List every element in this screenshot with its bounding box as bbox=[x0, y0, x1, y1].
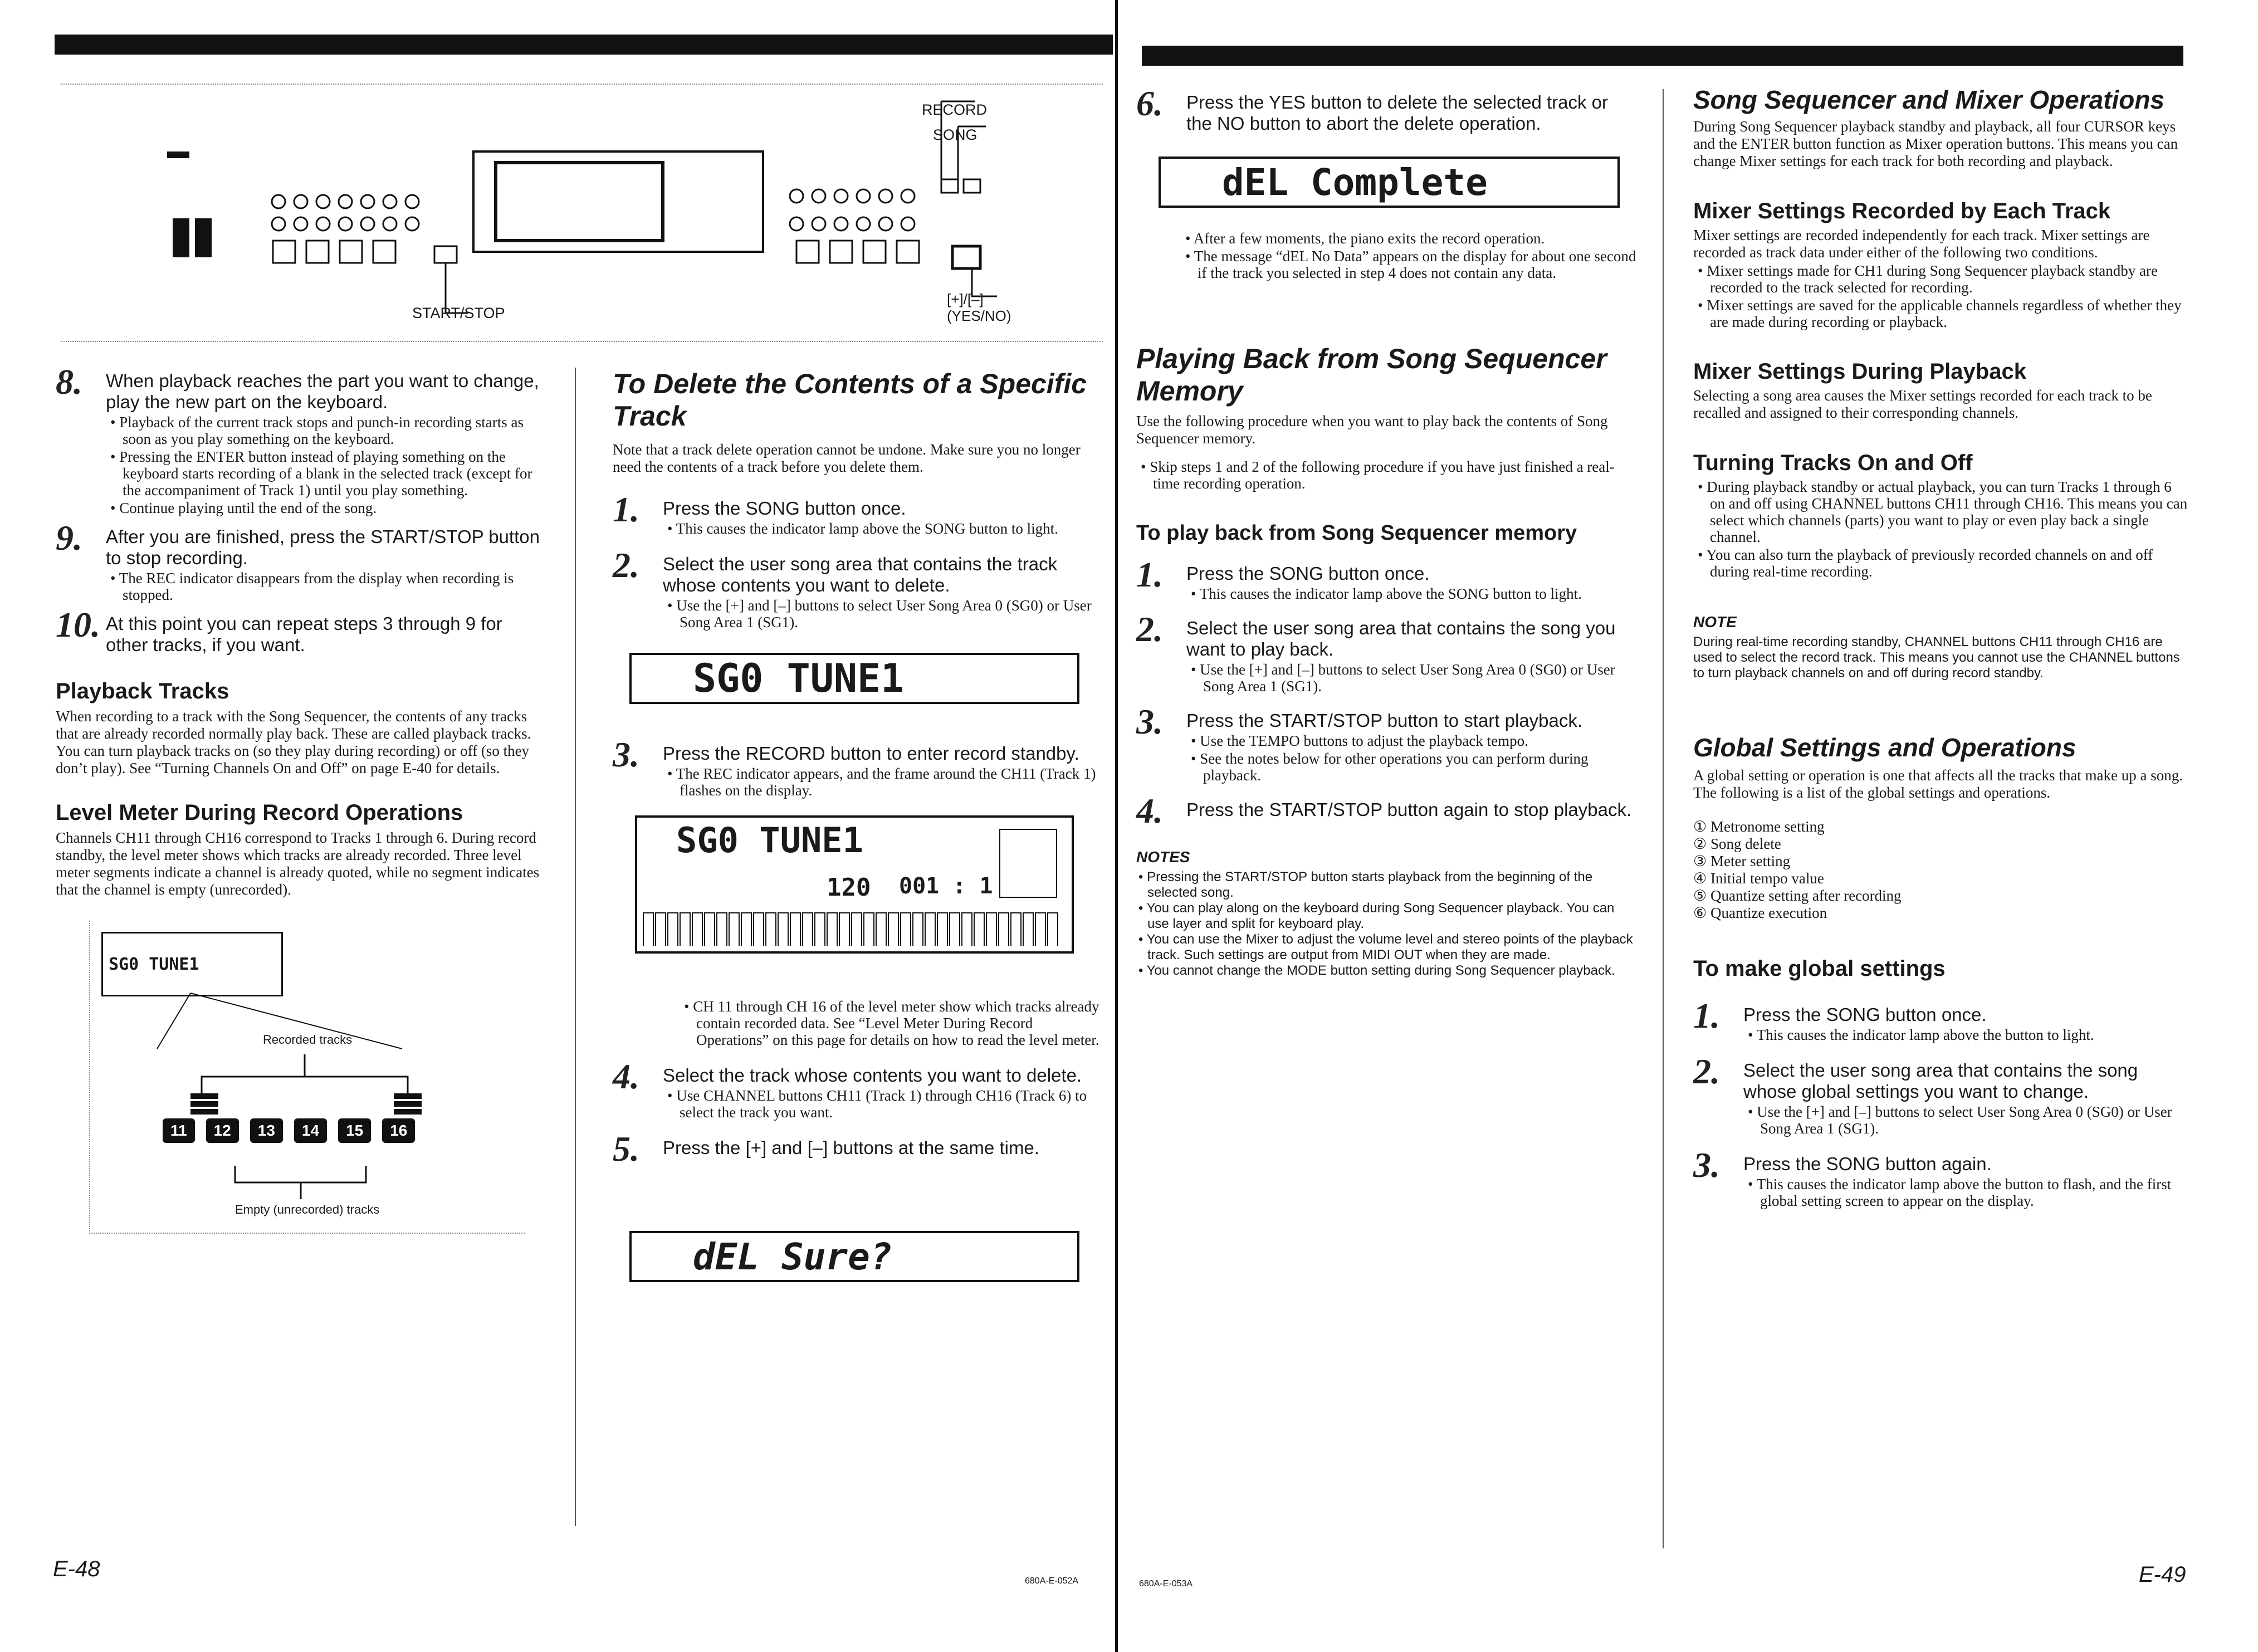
mixer-recorded-body: Mixer settings are recorded independently for each track. Mixer settings are recorded as track data under either of the following two conditions. bbox=[1693, 227, 2150, 261]
right-column-2 bbox=[1693, 84, 2189, 1219]
yes-no-label: (YES/NO) bbox=[947, 307, 1011, 324]
page-number-left: E-48 bbox=[53, 1557, 100, 1581]
global-step-3: 3. Press the SONG button again. • This causes the indicator lamp above the button to flash, and the first global setting screen to appear on the display. bbox=[1693, 1145, 2172, 1209]
mixer-recorded-bullet: • Mixer settings made for CH1 during Song Sequencer playback standby are recorded to the track selected for recording. bbox=[1698, 262, 2158, 296]
play-step-3: 3. Press the START/STOP button to start playback. • Use the TEMPO buttons to adjust the playback tempo. • See the notes below for other operations you can perform during playback. bbox=[1136, 702, 1589, 784]
note-item: • You cannot change the MODE button setting during Song Sequencer playback. bbox=[1138, 963, 1615, 978]
left-column-divider bbox=[575, 368, 576, 1526]
left-header-bar bbox=[55, 35, 1113, 55]
right-header-bar bbox=[1142, 46, 2183, 66]
playing-back-intro: Use the following procedure when you want to play back the contents of Song Sequencer memory. bbox=[1136, 413, 1608, 447]
global-list-item: ③ Meter setting bbox=[1693, 853, 1791, 869]
lcd-del-sure: dEL Sure? bbox=[629, 1231, 1079, 1282]
play-back-subheading: To play back from Song Sequencer memory bbox=[1136, 521, 1577, 545]
global-list-item: ⑥ Quantize execution bbox=[1693, 905, 1827, 921]
channel-badge: 12 bbox=[206, 1118, 239, 1143]
level-meter-lcd: SG0 TUNE1 bbox=[101, 932, 283, 996]
turning-tracks-bullet: • You can also turn the playback of previously recorded channels on and off during real-time recording. bbox=[1698, 546, 2153, 580]
lcd-del-complete: dEL Complete bbox=[1159, 157, 1620, 208]
delete-step-4: 4. Select the track whose contents you want to delete. • Use CHANNEL buttons CH11 (Track 1) through CH16 (Track 6) to select the track you want. bbox=[613, 1057, 1087, 1121]
mixer-recorded-bullet: • Mixer settings are saved for the applicable channels regardless of whether they are made during recording or playback. bbox=[1698, 297, 2182, 330]
left-column-1 bbox=[56, 362, 546, 1234]
play-step-2: 2. Select the user song area that contains the song you want to play back. • Use the [+] and [–] buttons to select User Song Area 0 (SG0) or User Song Area 1 (SG1). bbox=[1136, 609, 1616, 695]
song-label: SONG bbox=[933, 126, 978, 143]
channel-badge: 14 bbox=[294, 1118, 327, 1143]
global-settings-body: A global setting or operation is one that affects all the tracks that make up a song. The following is a list of the global settings and operations. bbox=[1693, 767, 2183, 801]
step-9: 9. After you are finished, press the START/STOP button to stop recording. • The REC indicator disappears from the display when recording is stopped. bbox=[56, 526, 546, 603]
note-item: • You can play along on the keyboard during Song Sequencer playback. You can use layer and split for keyboard play. bbox=[1138, 901, 1615, 931]
step-8-bullet: • Continue playing until the end of the song. bbox=[110, 500, 377, 516]
lcd-keyboard bbox=[643, 912, 1060, 946]
global-settings-heading: Global Settings and Operations bbox=[1693, 733, 2076, 762]
channel-badge: 16 bbox=[382, 1118, 415, 1143]
step-10: 10. At this point you can repeat steps 3 through 9 for other tracks, if you want. bbox=[56, 605, 502, 655]
left-column-2 bbox=[613, 368, 1103, 1282]
step-8-bullet: • Playback of the current track stops and punch-in recording starts as soon as you play something on the keyboard. bbox=[110, 414, 524, 447]
channel-badges bbox=[163, 1118, 415, 1143]
delete-step-5: 5. Press the [+] and [–] buttons at the same time. bbox=[613, 1129, 1039, 1169]
global-list-item: ② Song delete bbox=[1693, 835, 1781, 852]
mixer-playback-body: Selecting a song area causes the Mixer settings recorded for each track to be recalled and assigned to their corresponding channels. bbox=[1693, 387, 2152, 421]
global-settings-list bbox=[1693, 818, 2189, 922]
lcd-song-area: SG0 TUNE1 bbox=[629, 653, 1079, 704]
notes-heading: NOTES bbox=[1136, 848, 1190, 866]
note-body: During real-time recording standby, CHANNEL buttons CH11 through CH16 are used to select the record track. This means you cannot use the CHANNEL buttons to turn playback channels on and off during record standby. bbox=[1693, 634, 2180, 681]
lcd-measure: 001 : 1 bbox=[899, 873, 993, 899]
delete-step-1: 1. Press the SONG button once. • This causes the indicator lamp above the SONG button to light. bbox=[613, 490, 1058, 537]
mixer-recorded-heading: Mixer Settings Recorded by Each Track bbox=[1693, 199, 2111, 223]
delete-step-2: 2. Select the user song area that contains the track whose contents you want to delete. • Use the [+] and [–] buttons to select User Song Area 0 (SG0) or User Song Area 1 (SG1). bbox=[613, 545, 1092, 631]
global-step-1: 1. Press the SONG button once. • This causes the indicator lamp above the button to light. bbox=[1693, 996, 2094, 1043]
song-seq-mixer-body: During Song Sequencer playback standby and playback, all four CURSOR keys and the ENTER button function as Mixer operation buttons. This means you can change Mixer settings for each track for both recording and playback. bbox=[1693, 118, 2178, 169]
mixer-playback-heading: Mixer Settings During Playback bbox=[1693, 359, 2026, 384]
delete-step-3: 3. Press the RECORD button to enter record standby. • The REC indicator appears, and the frame around the CH11 (Track 1) flashes on the display. bbox=[613, 735, 1096, 799]
lcd-song-name: SG0 TUNE1 bbox=[676, 820, 863, 861]
level-meter-heading: Level Meter During Record Operations bbox=[56, 800, 463, 825]
global-list-item: ① Metronome setting bbox=[1693, 818, 1825, 835]
note-heading: NOTE bbox=[1693, 613, 1737, 631]
right-column-1 bbox=[1136, 84, 1638, 979]
empty-tracks-label: Empty (unrecorded) tracks bbox=[235, 1203, 380, 1216]
playing-back-bullet: • Skip steps 1 and 2 of the following procedure if you have just finished a real-time recording operation. bbox=[1141, 458, 1615, 492]
control-panel-illustration bbox=[61, 84, 1103, 342]
page-number-right: E-49 bbox=[2139, 1562, 2186, 1587]
lcd-record-standby bbox=[635, 815, 1074, 954]
playback-tracks-heading: Playback Tracks bbox=[56, 679, 229, 703]
recorded-tracks-label: Recorded tracks bbox=[263, 1033, 353, 1047]
step-9-bullet: • The REC indicator disappears from the display when recording is stopped. bbox=[110, 570, 514, 603]
turning-tracks-heading: Turning Tracks On and Off bbox=[1693, 451, 1973, 475]
complete-bullets: • After a few moments, the piano exits the record operation. • The message “dEL No Data” appears on the display for about one second if the track you selected in step 4 does not contain any data. bbox=[1185, 230, 1636, 281]
level-meter-diagram bbox=[90, 921, 525, 1233]
plus-minus-label: [+]/[–] bbox=[947, 291, 984, 307]
play-step-1: 1. Press the SONG button once. • This causes the indicator lamp above the SONG button to light. bbox=[1136, 555, 1582, 602]
center-fold-line bbox=[1115, 0, 1118, 1652]
delete-track-heading: To Delete the Contents of a Specific Track bbox=[613, 368, 1087, 432]
turning-tracks-bullet: • During playback standby or actual playback, you can turn Tracks 1 through 6 on and off using CHANNEL buttons CH11 through CH16. This means you can select which channels (parts) you want to play or even play back a single channel. bbox=[1698, 478, 2188, 545]
right-column-divider bbox=[1663, 89, 1664, 1548]
step-8: 8. When playback reaches the part you want to change, play the new part on the keyboard. • Playback of the current track stops and punch-in recording starts as soon as you play something on the keyboard. • Pressing the ENTER button instead of playing something on the keyboard starts recording of a blank in the selected track (except for the accompaniment of Track 1) until you play something. • Continue playing until the end of the song. bbox=[56, 370, 546, 516]
delete-track-intro: Note that a track delete operation cannot be undone. Make sure you no longer need the contents of a track before you delete them. bbox=[613, 441, 1081, 475]
channel-badge: 11 bbox=[163, 1118, 195, 1143]
playing-back-heading: Playing Back from Song Sequencer Memory bbox=[1136, 343, 1607, 407]
level-meter-note: • CH 11 through CH 16 of the level meter show which tracks already contain recorded data. See “Level Meter During Record Operations” on this page for details on how to read the level meter. bbox=[684, 998, 1099, 1048]
channel-badge: 15 bbox=[338, 1118, 371, 1143]
notes-list bbox=[1136, 869, 1638, 979]
channel-badge: 13 bbox=[250, 1118, 283, 1143]
level-meter-body: Channels CH11 through CH16 correspond to Tracks 1 through 6. During record standby, the level meter shows which tracks are already recorded. Three level meter segments indicate a channel is already quoted, while no segment indicates that the channel is empty (unrecorded). bbox=[56, 829, 540, 898]
global-list-item: ⑤ Quantize setting after recording bbox=[1693, 887, 1902, 904]
lcd-tempo: 120 bbox=[827, 873, 871, 902]
note-item: • You can use the Mixer to adjust the volume level and stereo points of the playback track. Such settings are output from MIDI OUT when they are made. bbox=[1138, 932, 1633, 962]
play-step-4: 4. Press the START/STOP button again to stop playback. bbox=[1136, 791, 1632, 830]
page-code-left: 680A-E-052A bbox=[1025, 1576, 1079, 1586]
level-meter-figure bbox=[89, 921, 525, 1234]
playback-tracks-body: When recording to a track with the Song Sequencer, the contents of any tracks that are already recorded normally play back. These are called playback tracks. You can turn playback tracks on (so they play during recording) or off (so they don’t play). See “Turning Channels On and Off” on page E-40 for details. bbox=[56, 708, 531, 776]
start-stop-label: START/STOP bbox=[412, 305, 505, 321]
make-global-subheading: To make global settings bbox=[1693, 956, 1946, 981]
lcd-staff bbox=[999, 829, 1057, 898]
step-8-bullet: • Pressing the ENTER button instead of playing something on the keyboard starts recording of a blank in the selected track (except for the accompaniment of Track 1) until you play something. bbox=[110, 448, 532, 498]
record-label: RECORD bbox=[922, 101, 988, 118]
page-code-right: 680A-E-053A bbox=[1139, 1579, 1193, 1589]
global-step-2: 2. Select the user song area that contains the song whose global settings you want to change. • Use the [+] and [–] buttons to select User Song Area 0 (SG0) or User Song Area 1 (SG1). bbox=[1693, 1052, 2172, 1137]
song-seq-mixer-heading: Song Sequencer and Mixer Operations bbox=[1693, 85, 2165, 114]
global-list-item: ④ Initial tempo value bbox=[1693, 870, 1824, 887]
note-item: • Pressing the START/STOP button starts playback from the beginning of the selected song. bbox=[1138, 869, 1593, 900]
step-6: 6. Press the YES button to delete the selected track or the NO button to abort the delete operation. bbox=[1136, 84, 1609, 134]
